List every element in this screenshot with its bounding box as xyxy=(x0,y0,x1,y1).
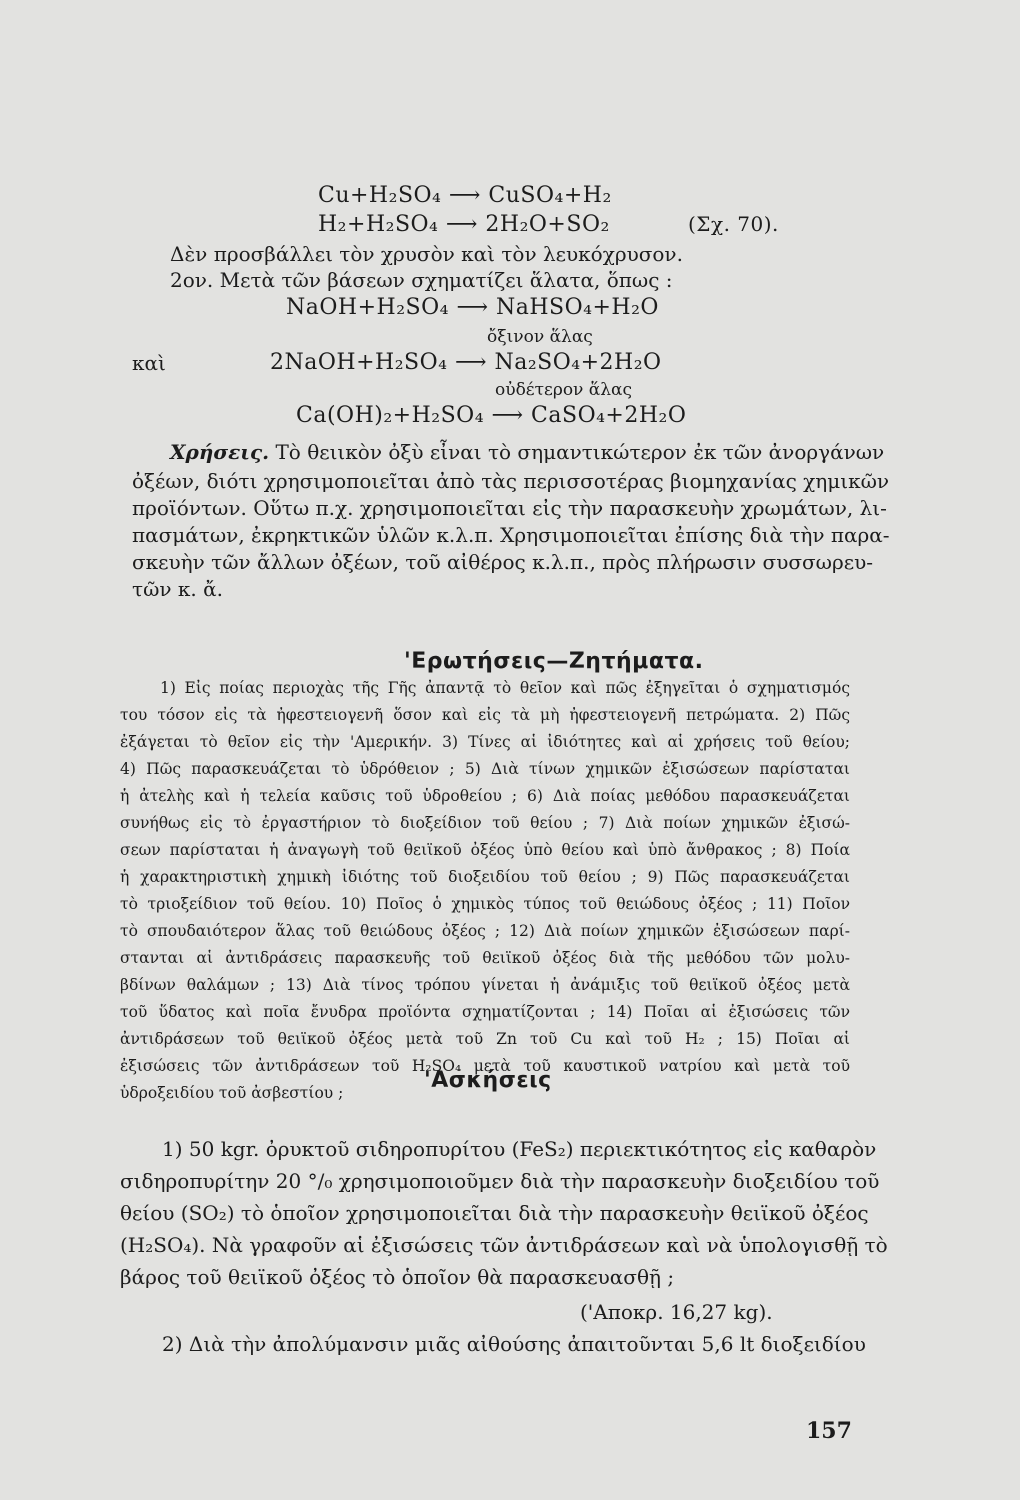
reaction-cu: Cu+H₂SO₄ ⟶ CuSO₄+H₂ xyxy=(318,183,612,208)
uses-line: τῶν κ. ἄ. xyxy=(132,577,223,601)
question-line: ἐξισώσεις τῶν ἀντιδράσεων τοῦ H₂SO₄ μετὰ τοῦ καυστικοῦ νατρίου καὶ μετὰ τοῦ xyxy=(120,1057,850,1075)
question-line: τοῦ ὕδατος καὶ ποῖα ἔνυδρα προϊόντα σχηματίζονται ; 14) Ποῖαι αἱ ἐξισώσεις τῶν xyxy=(120,1003,850,1021)
uses-first-line: Χρήσεις. Τὸ θειικὸν ὀξὺ εἶναι τὸ σημαντικώτερον ἐκ τῶν ἀνοργάνων xyxy=(170,440,885,464)
question-line: ἡ χαρακτηριστικὴ χημικὴ ἰδιότης τοῦ διοξειδίου τοῦ θείου ; 9) Πῶς παρασκευάζεται xyxy=(120,868,850,886)
question-line: ἡ ἀτελὴς καὶ ἡ τελεία καῦσις τοῦ ὑδροθείου ; 6) Διὰ ποίας μεθόδου παρασκευάζεται xyxy=(120,787,850,805)
reaction-h2: H₂+H₂SO₄ ⟶ 2H₂O+SO₂ xyxy=(318,212,610,237)
question-line: σεων παρίσταται ἡ ἀναγωγὴ τοῦ θειϊκοῦ ὀξέος ὑπὸ θείου καὶ ὑπὸ ἄνθρακος ; 8) Ποία xyxy=(120,841,850,859)
question-line: βδίνων θαλάμων ; 13) Διὰ τίνος τρόπου γίνεται ἡ ἀνάμιξις τοῦ θειϊκοῦ ὀξέος μετὰ xyxy=(120,976,850,994)
exercise-line: θείου (SO₂) τὸ ὁποῖον χρησιμοποιεῖται διὰ τὴν παρασκευὴν θειϊκοῦ ὀξέος xyxy=(120,1201,869,1225)
question-line: 1) Εἰς ποίας περιοχὰς τῆς Γῆς ἀπαντᾷ τὸ θεῖον καὶ πῶς ἐξηγεῖται ὁ σχηματισμός xyxy=(160,679,850,697)
question-line: ὑδροξειδίου τοῦ ἀσβεστίου ; xyxy=(120,1084,344,1102)
reaction-naoh-acid-salt: NaOH+H₂SO₄ ⟶ NaHSO₄+H₂O xyxy=(286,295,659,320)
acid-salt-label: ὄξινον ἅλας xyxy=(487,327,593,347)
page-number: 157 xyxy=(806,1418,852,1444)
neutral-salt-label: οὐδέτερον ἅλας xyxy=(495,380,633,400)
no-attack-line: Δὲν προσβάλλει τὸν χρυσὸν καὶ τὸν λευκόχρυσον. xyxy=(170,242,683,266)
reaction-naoh-neutral-salt: 2NaOH+H₂SO₄ ⟶ Na₂SO₄+2H₂O xyxy=(270,350,662,375)
and-word: καὶ xyxy=(132,351,166,375)
exercise-answer: ('Αποκρ. 16,27 kg). xyxy=(580,1300,773,1324)
figure-reference: (Σχ. 70). xyxy=(688,212,779,236)
uses-line: πασμάτων, ἐκρηκτικῶν ὑλῶν κ.λ.π. Χρησιμοποιεῖται ἐπίσης διὰ τὴν παρα- xyxy=(132,523,890,547)
exercise-two-line: 2) Διὰ τὴν ἀπολύμανσιν μιᾶς αἰθούσης ἀπαιτοῦνται 5,6 lt διοξειδίου xyxy=(162,1332,866,1356)
question-line: στανται αἱ ἀντιδράσεις παρασκευῆς τοῦ θειϊκοῦ ὀξέος διὰ τῆς μεθόδου τῶν μολυ- xyxy=(120,949,850,967)
question-line: συνήθως εἰς τὸ ἐργαστήριον τὸ διοξείδιον τοῦ θείου ; 7) Διὰ ποίων χημικῶν ἐξισώ- xyxy=(120,814,850,832)
exercise-line: (H₂SO₄). Νὰ γραφοῦν αἱ ἐξισώσεις τῶν ἀντιδράσεων καὶ νὰ ὑπολογισθῇ τὸ xyxy=(120,1233,888,1257)
question-line: 4) Πῶς παρασκευάζεται τὸ ὑδρόθειον ; 5) Διὰ τίνων χημικῶν ἐξισώσεων παρίσταται xyxy=(120,760,850,778)
question-line: ἀντιδράσεων τοῦ θειϊκοῦ ὀξέος μετὰ τοῦ Zn τοῦ Cu καὶ τοῦ H₂ ; 15) Ποῖαι αἱ xyxy=(120,1030,850,1048)
question-line: τὸ σπουδαιότερον ἅλας τοῦ θειώδους ὀξέος ; 12) Διὰ ποίων χημικῶν ἐξισώσεων παρί- xyxy=(120,922,850,940)
question-line: του τόσον εἰς τὰ ἠφεστειογενῆ ὅσον καὶ εἰς τὰ μὴ ἠφεστειογενῆ πετρώματα. 2) Πῶς xyxy=(120,706,850,724)
uses-label: Χρήσεις. xyxy=(170,440,270,464)
reaction-caoh: Ca(OH)₂+H₂SO₄ ⟶ CaSO₄+2H₂O xyxy=(296,403,687,428)
exercise-line: 1) 50 kgr. ὀρυκτοῦ σιδηροπυρίτου (FeS₂) περιεκτικότητος εἰς καθαρὸν xyxy=(162,1137,877,1161)
questions-heading: 'Ερωτήσεις—Ζητήματα. xyxy=(404,649,704,674)
uses-line: σκευὴν τῶν ἄλλων ὀξέων, τοῦ αἰθέρος κ.λ.π., πρὸς πλήρωσιν συσσωρευ- xyxy=(132,550,874,574)
exercises-heading: 'Ασκήσεις xyxy=(424,1068,552,1093)
second-property-intro: 2ον. Μετὰ τῶν βάσεων σχηματίζει ἅλατα, ὅπως : xyxy=(170,268,673,292)
uses-line: προϊόντων. Οὕτω π.χ. χρησιμοποιεῖται εἰς τὴν παρασκευὴν χρωμάτων, λι- xyxy=(132,496,887,520)
exercise-line: βάρος τοῦ θειϊκοῦ ὀξέος τὸ ὁποῖον θὰ παρασκευασθῇ ; xyxy=(120,1265,675,1289)
question-line: ἐξάγεται τὸ θεῖον εἰς τὴν 'Αμερικήν. 3) Τίνες αἱ ἰδιότητες καὶ αἱ χρήσεις τοῦ θείου; xyxy=(120,733,850,751)
question-line: τὸ τριοξείδιον τοῦ θείου. 10) Ποῖος ὁ χημικὸς τύπος τοῦ θειώδους ὀξέος ; 11) Ποῖον xyxy=(120,895,850,913)
uses-line: ὀξέων, διότι χρησιμοποιεῖται ἀπὸ τὰς περισσοτέρας βιομηχανίας χημικῶν xyxy=(132,469,890,493)
exercise-line: σιδηροπυρίτην 20 °/₀ χρησιμοποιοῦμεν διὰ τὴν παρασκευὴν διοξειδίου τοῦ xyxy=(120,1169,880,1193)
